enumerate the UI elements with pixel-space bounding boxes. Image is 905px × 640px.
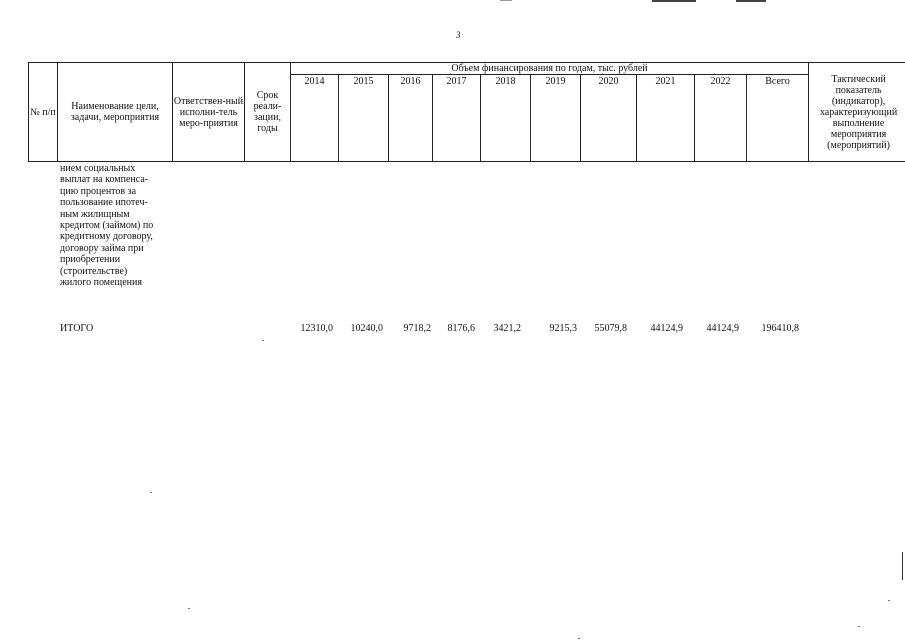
measure-line: жилого помещения <box>60 277 142 289</box>
scan-speck <box>262 340 264 341</box>
scan-artifact <box>500 0 512 1</box>
total-value-all: 196410,8 <box>761 323 799 334</box>
page-number: 3 <box>456 30 461 40</box>
header-year: 2016 <box>389 75 433 162</box>
header-year-total: Всего <box>747 75 809 162</box>
scan-artifact <box>736 0 766 2</box>
header-col-funding: Объем финансирования по годам, тыс. рублей <box>291 63 809 75</box>
measure-line: цию процентов за <box>60 185 137 197</box>
measure-line: нием социальных <box>60 163 136 174</box>
scan-speck <box>188 608 190 609</box>
scan-speck <box>578 638 580 639</box>
header-year: 2021 <box>637 75 695 162</box>
scan-artifact <box>652 0 696 2</box>
measure-line: кредитному договору, <box>60 231 153 243</box>
measure-line: (строительстве) <box>60 265 128 277</box>
total-value-2015: 10240,0 <box>350 323 383 334</box>
total-value-2021: 44124,9 <box>650 323 683 334</box>
measure-line: кредитом (займом) по <box>60 220 154 232</box>
header-year: 2020 <box>581 75 637 162</box>
total-value-2014: 12310,0 <box>300 323 333 334</box>
header-year: 2014 <box>291 75 339 162</box>
total-value-2018: 3421,2 <box>493 323 521 334</box>
header-year: 2015 <box>339 75 389 162</box>
total-value-2017: 8176,6 <box>447 323 475 334</box>
total-value-2019: 9215,3 <box>549 323 577 334</box>
measure-line: пользование ипотеч- <box>60 197 148 209</box>
header-col-name: Наименование цели, задачи, мероприятия <box>58 63 173 162</box>
header-year: 2017 <box>433 75 481 162</box>
right-edge-line <box>902 552 903 580</box>
total-value-2022: 44124,9 <box>706 323 739 334</box>
measure-line: выплат на компенса- <box>60 174 149 186</box>
header-col-indicator: Тактический показатель (индикатор), характеризующий выполнение мероприятия (мероприятий) <box>809 63 905 162</box>
measure-line: приобретении <box>60 254 121 266</box>
header-col-responsible: Ответствен-ный исполни-тель меро-приятия <box>173 63 245 162</box>
total-value-2020: 55079,8 <box>594 323 627 334</box>
measure-line: ным жилищным <box>60 208 130 220</box>
header-col-number: № п/п <box>29 63 58 162</box>
header-table <box>28 62 905 162</box>
measure-description <box>60 163 180 288</box>
header-year: 2018 <box>481 75 531 162</box>
header-col-term: Срок реали-зации, годы <box>245 63 291 162</box>
header-year: 2019 <box>531 75 581 162</box>
total-label: ИТОГО <box>60 323 94 334</box>
measure-line: договору займа при <box>60 242 144 254</box>
header-year: 2022 <box>695 75 747 162</box>
scan-speck <box>858 626 860 627</box>
scan-speck <box>888 600 890 601</box>
scan-speck <box>150 492 152 493</box>
total-value-2016: 9718,2 <box>403 323 431 334</box>
